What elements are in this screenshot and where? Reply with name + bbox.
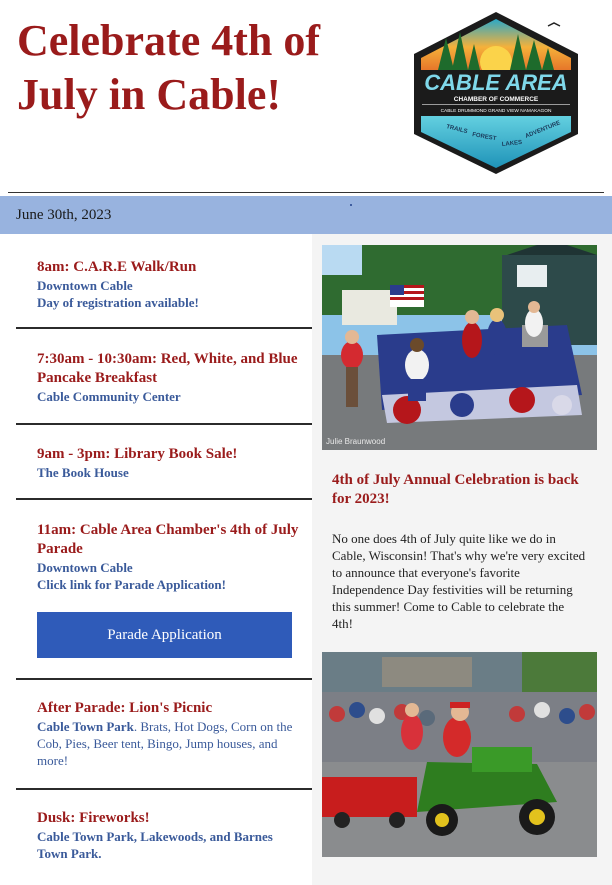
event-title: 7:30am - 10:30am: Red, White, and Blue Pancake Breakfast <box>37 351 298 386</box>
event-location: Cable Town Park <box>37 719 134 734</box>
feature-body: No one does 4th of July quite like we do in Cable, Wisconsin! That's why we're very excited to announce that everyone's favorite Independence Day festivities will be returning this summer! Come to Cable to celebrate the 4th! <box>332 531 586 631</box>
logo-tag-forest: FOREST <box>471 132 497 143</box>
event-note: Click link for Parade Application! <box>37 577 226 592</box>
event-title: 11am: Cable Area Chamber's 4th of July Parade <box>37 522 299 557</box>
date-bar-dot <box>350 204 352 206</box>
event-divider <box>16 423 312 425</box>
event-book-sale <box>37 445 299 481</box>
event-fireworks <box>37 809 299 862</box>
feature-title: 4th of July Annual Celebration is back for 2023! <box>332 472 579 507</box>
logo-towns: CABLE DRUMMOND GRAND VIEW NAMAKAGON <box>440 109 552 114</box>
events-column <box>16 234 312 885</box>
feature-column <box>312 234 612 885</box>
event-location: Downtown Cable <box>37 278 133 293</box>
event-title: Dusk: Fireworks! <box>37 810 150 826</box>
event-title: 8am: C.A.R.E Walk/Run <box>37 259 197 275</box>
parade-tractor-photo <box>322 652 597 857</box>
event-note: Day of registration available! <box>37 295 199 310</box>
header-divider <box>8 192 604 193</box>
event-divider <box>16 498 312 500</box>
event-divider <box>16 678 312 680</box>
event-date: June 30th, 2023 <box>16 207 112 223</box>
parade-application-button[interactable]: Parade Application <box>37 612 292 658</box>
date-bar <box>0 196 612 234</box>
event-pancake-breakfast <box>37 350 299 405</box>
event-title: After Parade: Lion's Picnic <box>37 700 213 716</box>
event-description: . Brats, Hot Dogs, Corn on the Cob, Pies, Beer tent, Bingo, Jump houses, and more! <box>37 719 293 768</box>
photo-credit: Julie Braunwood <box>326 437 386 446</box>
event-title: 9am - 3pm: Library Book Sale! <box>37 446 238 462</box>
event-walk-run <box>37 258 299 311</box>
parade-float-photo <box>322 245 597 450</box>
event-location: Downtown Cable <box>37 560 133 575</box>
page-title: Celebrate 4th of July in Cable! <box>17 16 321 119</box>
event-location: The Book House <box>37 465 129 480</box>
logo-tag-lakes: LAKES <box>501 139 523 148</box>
event-divider <box>16 327 312 329</box>
event-lions-picnic <box>37 699 299 769</box>
event-divider <box>16 788 312 790</box>
logo-tag-adventure: ADVENTURE <box>524 120 562 140</box>
logo-tag-trails: TRAILS <box>445 124 468 136</box>
logo-subtitle: CHAMBER OF COMMERCE <box>453 96 539 103</box>
logo-name: CABLE AREA <box>424 70 568 95</box>
header <box>0 0 612 196</box>
event-parade <box>37 521 299 593</box>
event-location: Cable Town Park, Lakewoods, and Barnes Town Park. <box>37 829 273 861</box>
event-details <box>37 718 299 769</box>
chamber-logo <box>408 8 584 178</box>
event-location: Cable Community Center <box>37 389 181 404</box>
